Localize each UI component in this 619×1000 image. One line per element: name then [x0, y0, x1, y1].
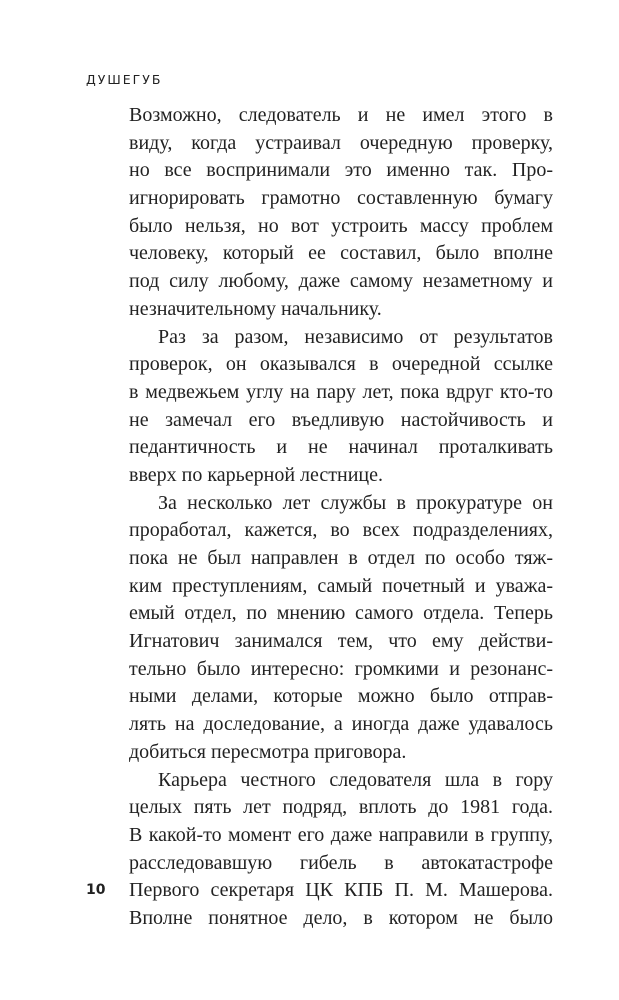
text-line: но все воспринимали это именно так. Про- [129, 159, 553, 182]
text-line: Раз за разом, независимо от результатов [158, 325, 553, 348]
text-line: педантичность и не начинал проталкивать [129, 436, 553, 459]
text-line: в медвежьем углу на пару лет, пока вдруг кто-то [129, 380, 553, 403]
text-line: вверх по карьерной лестнице. [129, 463, 384, 486]
text-line: Игнатович занимался тем, что ему действи- [129, 630, 553, 653]
text-line: проработал, кажется, во всех подразделениях, [129, 519, 553, 542]
text-line: человеку, который ее составил, было вполне [129, 242, 553, 265]
text-line: незначительному начальнику. [129, 297, 382, 320]
text-line: Карьера честного следователя шла в гору [158, 768, 553, 791]
text-line: ким преступлениям, самый почетный и уважа- [129, 574, 553, 597]
running-head: ДУШЕГУБ [86, 72, 163, 87]
body-text [129, 102, 553, 933]
text-line: под силу любому, даже самому незаметному и [129, 270, 553, 293]
text-line: В какой-то момент его даже направили в группу, [129, 823, 553, 846]
paragraph [129, 324, 553, 490]
text-line: ными делами, которые можно было отправ- [129, 685, 553, 708]
text-line: Возможно, следователь и не имел этого в [129, 104, 553, 126]
text-line: было нельзя, но вот устроить массу проблем [129, 214, 553, 237]
text-line: лять на доследование, а иногда даже удавалось [129, 713, 553, 736]
paragraph [129, 767, 553, 933]
page-number: 10 [86, 882, 106, 898]
paragraph [129, 490, 553, 767]
text-line: игнорировать грамотно составленную бумагу [129, 187, 553, 210]
text-line: тельно было интересно: громкими и резонанс- [129, 657, 553, 680]
text-line: Первого секретаря ЦК КПБ П. М. Машерова. [129, 879, 553, 902]
text-line: Вполне понятное дело, в котором не было [129, 906, 553, 929]
text-line: За несколько лет службы в прокуратуре он [158, 491, 553, 514]
text-line: емый отдел, по мнению самого отдела. Теперь [129, 602, 553, 625]
text-line: добиться пересмотра приговора. [129, 740, 407, 763]
text-line: не замечал его въедливую настойчивость и [129, 408, 553, 431]
paragraph [129, 102, 553, 324]
text-line: проверок, он оказывался в очередной ссылке [129, 353, 553, 376]
text-line: целых пять лет подряд, вплоть до 1981 года. [129, 796, 553, 819]
text-line: расследовавшую гибель в автокатастрофе [129, 851, 553, 874]
text-line: виду, когда устраивал очередную проверку, [129, 131, 553, 154]
text-line: пока не был направлен в отдел по особо тяж- [129, 547, 553, 569]
